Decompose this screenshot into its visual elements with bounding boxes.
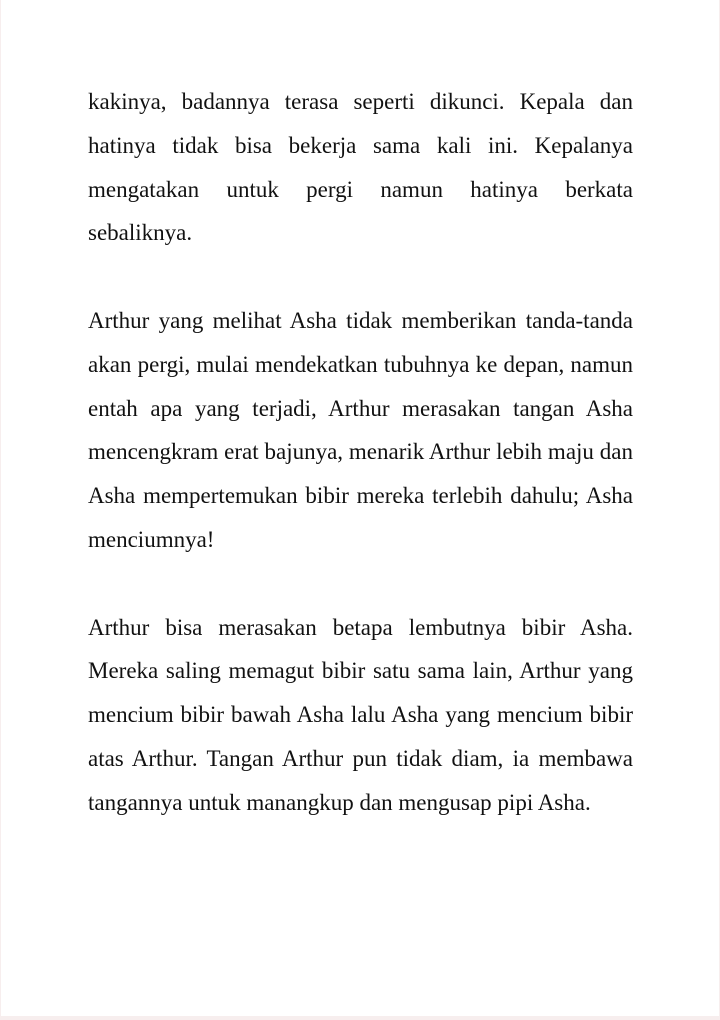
document-page <box>1 0 719 1016</box>
paragraph-3: Arthur bisa merasakan betapa lembutnya bibir Asha. Mereka saling memagut bibir satu sama lain, Arthur yang mencium bibir bawah Asha lalu Asha yang mencium bibir atas Arthur. Tangan Arthur pun tidak diam, ia membawa tangannya untuk manangkup dan mengusap pipi Asha. <box>88 614 633 815</box>
paragraph-1: kakinya, badannya terasa seperti dikunci. Kepala dan hatinya tidak bisa bekerja sama kali ini. Kepalanya mengatakan untuk pergi namun hatinya berkata sebaliknya. <box>88 89 633 246</box>
paragraph-2: Arthur yang melihat Asha tidak memberikan tanda-tanda akan pergi, mulai mendekatkan tubuhnya ke depan, namun entah apa yang terjadi, Arthur merasakan tangan Asha mencengkram erat bajunya, menarik Arthur lebih maju dan Asha mempertemukan bibir mereka terlebih dahulu; Asha menciumnya! <box>88 307 633 552</box>
document-body <box>88 80 633 825</box>
